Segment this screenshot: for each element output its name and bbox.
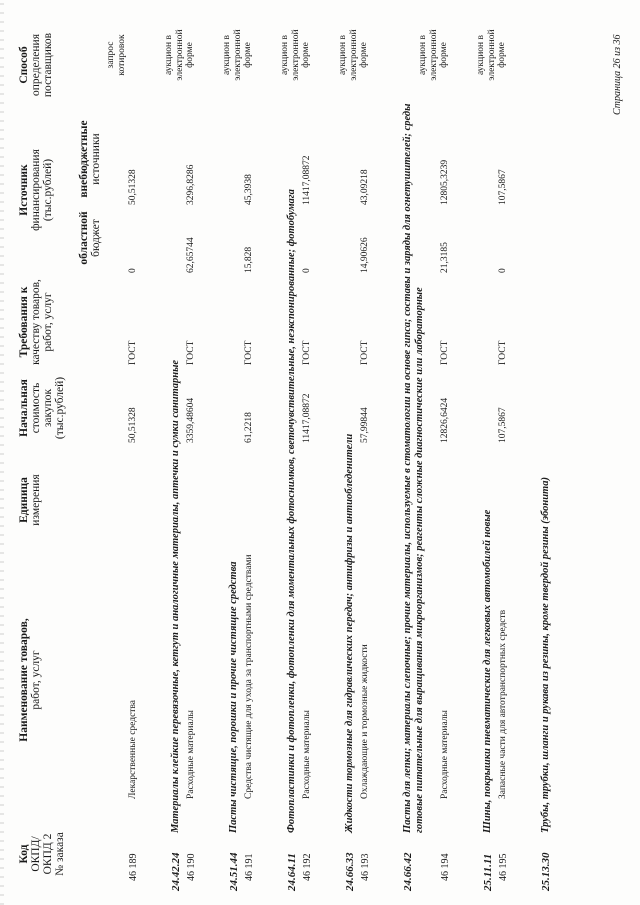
row-extra-budget: 107,5867 bbox=[498, 169, 508, 205]
section-code: 24.42.24 bbox=[170, 852, 182, 891]
row-extra-budget: 3296,8286 bbox=[186, 164, 196, 205]
row-name: Расходные материалы bbox=[302, 710, 312, 799]
row-method-line: аукцион в bbox=[476, 35, 486, 75]
row-requirements: ГОСТ bbox=[244, 340, 254, 365]
row-code: 46 194 bbox=[440, 853, 451, 881]
header-code bbox=[18, 819, 66, 889]
header-code-line: Код bbox=[18, 844, 30, 864]
row-regional-budget: 21,3185 bbox=[440, 242, 450, 273]
row-requirements: ГОСТ bbox=[302, 340, 312, 365]
header-financing bbox=[18, 115, 54, 265]
row-cost: 3359,48604 bbox=[186, 397, 196, 443]
row-requirements: ГОСТ bbox=[360, 340, 370, 365]
header-unit bbox=[18, 455, 42, 545]
row-method-line: аукцион в bbox=[338, 35, 348, 75]
row-regional-budget: 15,828 bbox=[244, 246, 254, 273]
section-title: Шины, покрышки пневматические для легковых автомобилей новые bbox=[482, 509, 493, 833]
row-method bbox=[222, 20, 254, 90]
row-method-line: электронной bbox=[428, 29, 439, 81]
header-regional-budget-line: бюджет bbox=[90, 219, 102, 257]
row-code: 46 195 bbox=[498, 853, 509, 881]
header-method-line: Способ bbox=[18, 46, 30, 84]
row-method-line: форме bbox=[301, 42, 311, 68]
row-code: 46 189 bbox=[128, 853, 139, 881]
section-code: 24.66.42 bbox=[402, 852, 414, 891]
section-title: Фотопластинки и фотопленки, фотопленки для моментальных фотоснимков, светочувствительные, неэкспонированные; фотобумага bbox=[286, 189, 297, 833]
row-cost: 11417,08872 bbox=[302, 393, 312, 443]
header-cost-line: (тыс.рублей) bbox=[54, 376, 66, 440]
row-regional-budget: 0 bbox=[128, 268, 138, 273]
row-method-line: аукцион в bbox=[164, 35, 174, 75]
row-extra-budget: 12805,3239 bbox=[440, 159, 450, 205]
section-title: Пасты чистящие, порошки и прочие чистящие средства bbox=[228, 561, 239, 833]
header-requirements-line: качеству товаров, bbox=[30, 279, 42, 365]
header-extra-budget-line: источники bbox=[90, 133, 102, 185]
row-cost: 12826,6424 bbox=[440, 397, 450, 443]
header-requirements-line: Требования к bbox=[18, 286, 30, 358]
header-requirements-line: работ, услуг bbox=[42, 292, 54, 352]
row-method-line: форме bbox=[359, 42, 369, 68]
scan-noise bbox=[0, 0, 4, 905]
header-cost-line: закупок bbox=[42, 388, 54, 428]
section-title: Жидкости тормозные для гидравлических передач; антифризы и антиобледенители bbox=[344, 433, 355, 833]
row-regional-budget: 62,65744 bbox=[186, 237, 196, 273]
header-name bbox=[18, 565, 42, 795]
header-extra-budget-line: внебюджетные bbox=[78, 120, 90, 198]
header-cost-line: Начальная bbox=[18, 379, 30, 437]
row-requirements: ГОСТ bbox=[498, 340, 508, 365]
section-title: Материалы клейкие перевязочные, кетгут и аналогичные материалы, аптечки и сумки санитарные bbox=[170, 359, 181, 833]
section-code: 24.64.11 bbox=[286, 853, 298, 891]
header-name-line: Наименование товаров, bbox=[18, 618, 30, 742]
header-method bbox=[18, 15, 54, 115]
page-number: Страница 26 из 36 bbox=[612, 34, 623, 115]
row-cost: 50,51328 bbox=[128, 407, 138, 443]
row-method-line: аукцион в bbox=[222, 35, 232, 75]
row-cost: 61,2218 bbox=[244, 412, 254, 443]
row-method-line: электронной bbox=[174, 29, 185, 81]
header-code-line: № заказа bbox=[54, 832, 66, 876]
row-name: Запасные части для автотранспортных средств bbox=[498, 609, 508, 799]
section-code: 24.51.44 bbox=[228, 852, 240, 891]
row-cost: 57,99844 bbox=[360, 407, 370, 443]
row-method bbox=[418, 20, 450, 90]
header-unit-line: измерения bbox=[30, 474, 42, 526]
row-method bbox=[476, 20, 508, 90]
row-method-line: электронной bbox=[348, 29, 359, 81]
header-unit-line: Единица bbox=[18, 477, 30, 523]
row-method-line: форме bbox=[243, 42, 253, 68]
row-method bbox=[106, 20, 127, 90]
row-code: 46 191 bbox=[244, 853, 255, 881]
header-method-line: определения bbox=[30, 34, 42, 97]
row-method bbox=[164, 20, 196, 90]
header-cost-line: стоимость bbox=[30, 382, 42, 434]
row-name: Лекарственные средства bbox=[128, 699, 138, 799]
row-regional-budget: 14,90626 bbox=[360, 237, 370, 273]
row-method-line: форме bbox=[185, 42, 195, 68]
row-extra-budget: 45,3938 bbox=[244, 174, 254, 205]
header-method-line: поставщиков bbox=[42, 32, 54, 98]
header-financing-line: Источник bbox=[18, 164, 30, 216]
section-title: Пасты для лепки; материалы слепочные; прочие материалы, используемые в стоматологии на основе гипса; составы и заряды для огнетушителей; среды готовые питательные для выращивания микроорганизмов; реагенты сложные диагностические или лабораторные bbox=[402, 103, 425, 833]
header-financing-line: финансирования bbox=[30, 149, 42, 231]
row-requirements: ГОСТ bbox=[128, 340, 138, 365]
row-requirements: ГОСТ bbox=[186, 340, 196, 365]
row-code: 46 190 bbox=[186, 853, 197, 881]
row-method-line: котировок bbox=[116, 34, 127, 76]
row-method-line: электронной bbox=[486, 29, 497, 81]
row-method-line: аукцион в bbox=[280, 35, 290, 75]
header-code-line: ОКПД/ bbox=[30, 836, 42, 872]
row-regional-budget: 0 bbox=[498, 268, 508, 273]
row-extra-budget: 50,51328 bbox=[128, 169, 138, 205]
header-extra-budget bbox=[78, 119, 102, 199]
row-method-line: форме bbox=[497, 42, 507, 68]
row-method-line: электронной bbox=[232, 29, 243, 81]
section-code: 25.11.11 bbox=[482, 853, 494, 891]
header-regional-budget-line: областной bbox=[78, 211, 90, 265]
row-name: Расходные материалы bbox=[440, 710, 450, 799]
row-extra-budget: 11417,08872 bbox=[302, 155, 312, 205]
row-requirements: ГОСТ bbox=[440, 340, 450, 365]
row-method-line: электронной bbox=[290, 29, 301, 81]
row-extra-budget: 43,09218 bbox=[360, 169, 370, 205]
header-name-line: работ, услуг bbox=[30, 650, 42, 710]
row-code: 46 192 bbox=[302, 853, 313, 881]
row-code: 46 193 bbox=[360, 853, 371, 881]
section-code: 25.13.30 bbox=[540, 852, 552, 891]
row-method bbox=[338, 20, 370, 90]
header-regional-budget bbox=[78, 203, 102, 273]
header-financing-line: (тыс.рублей) bbox=[42, 158, 54, 222]
row-method bbox=[280, 20, 312, 90]
row-name: Расходные материалы bbox=[186, 710, 196, 799]
row-method-line: аукцион в bbox=[418, 35, 428, 75]
section-title: Трубы, трубки, шланги и рукава из резины, кроме твердой резины (эбонита) bbox=[540, 477, 551, 833]
row-method-line: форме bbox=[439, 42, 449, 68]
header-code-line: ОКПД 2 bbox=[42, 833, 54, 875]
header-requirements bbox=[18, 267, 54, 377]
row-regional-budget: 0 bbox=[302, 268, 312, 273]
row-name: Средства чистящие для ухода за транспортными средствами bbox=[244, 554, 254, 799]
row-name: Охлаждающие и тормозные жидкости bbox=[360, 644, 370, 799]
section-code: 24.66.33 bbox=[344, 852, 356, 891]
row-cost: 107,5867 bbox=[498, 407, 508, 443]
row-method-line: запрос bbox=[106, 41, 116, 69]
